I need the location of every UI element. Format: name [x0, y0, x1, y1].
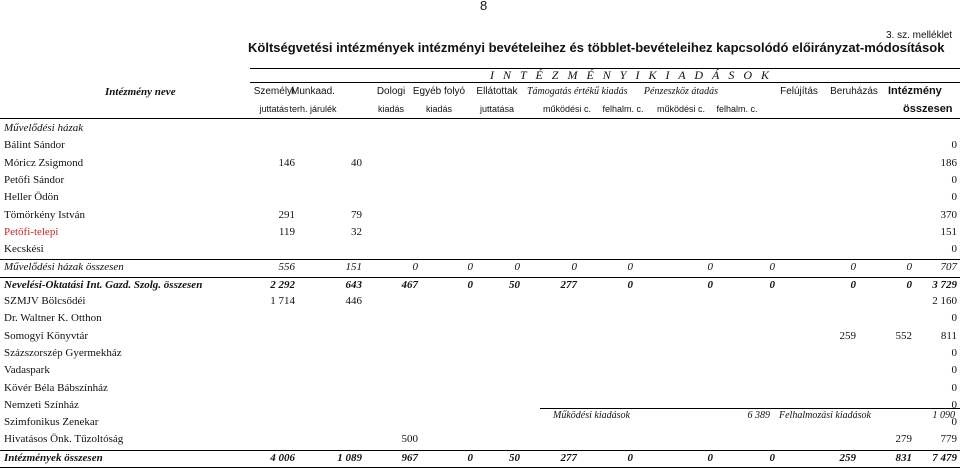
- row-total-cell: 370: [940, 208, 957, 221]
- footer-rule: [540, 408, 960, 409]
- column-header-5: Támogatás értékű kiadás: [527, 86, 628, 97]
- institution-name: Szimfonikus Zenekar: [4, 416, 99, 429]
- value-cell: 277: [560, 451, 577, 464]
- column-subheader-0: juttatás: [259, 104, 289, 114]
- table-row: [0, 363, 960, 380]
- row-total-cell: 0: [951, 243, 957, 256]
- column-header-2: Dologi: [376, 86, 406, 97]
- column-header-1: Munkaad.: [291, 86, 335, 97]
- table-row: [0, 138, 960, 155]
- operating-value: 6 389: [747, 410, 770, 421]
- value-cell: 0: [514, 261, 520, 274]
- table-row: [0, 432, 960, 449]
- row-total-cell: 0: [951, 416, 957, 429]
- institution-name: Vadaspark: [4, 364, 50, 377]
- institution-name: Kövér Béla Bábszínház: [4, 381, 108, 394]
- value-cell: 446: [345, 295, 362, 307]
- institution-name: Százszorszép Gyermekház: [4, 346, 122, 359]
- institution-name: Petőfi-telepi: [4, 225, 59, 238]
- column-header-0: Személyi: [253, 86, 295, 97]
- value-cell: 151: [345, 261, 362, 274]
- column-subheader-3: kiadás: [425, 104, 452, 114]
- row-total-cell: 0: [951, 381, 957, 394]
- value-cell: 291: [278, 208, 295, 221]
- institution-name: Petőfi Sándor: [4, 173, 65, 186]
- value-cell: 50: [509, 278, 520, 291]
- institution-name: Nevelési-Oktatási Int. Gazd. Szolg. összesen: [4, 278, 203, 291]
- value-cell: 467: [401, 278, 418, 291]
- institution-name: Nemzeti Színház: [4, 398, 79, 411]
- row-total-cell: 0: [951, 173, 957, 186]
- row-total-cell: 186: [940, 156, 957, 169]
- value-cell: 4 006: [270, 451, 295, 464]
- value-cell: 119: [278, 225, 295, 238]
- page-title: Költségvetési intézmények intézményi bevételeihez és többlet-bevételeihez kapcsolódó előirányzat-módosítások: [248, 40, 945, 55]
- value-cell: 0: [707, 261, 713, 274]
- value-cell: 0: [627, 451, 633, 464]
- row-total-cell: 2 160: [932, 295, 957, 307]
- row-total-cell: 811: [940, 329, 957, 342]
- row-total-cell: 0: [951, 191, 957, 204]
- institution-name: Heller Ödön: [4, 191, 59, 204]
- value-cell: 1 089: [337, 451, 362, 464]
- value-cell: 259: [839, 451, 856, 464]
- row-total-cell: 0: [951, 139, 957, 152]
- value-cell: 643: [345, 278, 362, 291]
- value-cell: 831: [895, 451, 912, 464]
- value-cell: 259: [839, 329, 856, 342]
- value-cell: 556: [278, 261, 295, 274]
- row-total-cell: 0: [951, 364, 957, 377]
- column-subheader-5: működési c.: [542, 104, 592, 114]
- value-cell: 0: [627, 261, 633, 274]
- value-cell: 279: [895, 433, 912, 446]
- row-total-cell: 779: [940, 433, 957, 446]
- table-row: [0, 294, 960, 311]
- table-row: [0, 346, 960, 363]
- row-total-cell: 707: [940, 261, 957, 274]
- value-cell: 0: [769, 278, 775, 291]
- column-subheader-4: juttatása: [479, 104, 515, 114]
- table-row: [0, 190, 960, 207]
- capital-value: 1 090: [932, 410, 955, 421]
- page-number: 8: [480, 0, 488, 13]
- institution-name-header: Intézmény neve: [105, 86, 176, 98]
- column-subheader-7: működési c.: [656, 104, 706, 114]
- institution-name: Művelődési házak: [4, 122, 84, 134]
- column-header-7: Pénzeszköz átadás: [643, 86, 719, 97]
- value-cell: 552: [895, 329, 912, 342]
- value-cell: 0: [906, 261, 912, 274]
- value-cell: 146: [278, 156, 295, 169]
- value-cell: 50: [509, 451, 520, 464]
- value-cell: 79: [351, 208, 362, 221]
- capital-label: Felhalmozási kiadások: [779, 410, 871, 421]
- institution-name: Kecskési: [4, 243, 44, 256]
- value-cell: 0: [850, 261, 856, 274]
- institution-total-header-line2: összesen: [903, 103, 953, 115]
- value-cell: 967: [401, 451, 418, 464]
- value-cell: 0: [627, 278, 633, 291]
- table-row: [0, 156, 960, 173]
- value-cell: 2 292: [270, 278, 295, 291]
- header-group-rule: [250, 82, 960, 83]
- row-total-cell: 0: [951, 346, 957, 359]
- row-total-cell: 0: [951, 398, 957, 411]
- institution-name: Intézmények összesen: [4, 451, 103, 464]
- table-row: [0, 381, 960, 398]
- table-row: [0, 173, 960, 190]
- institution-total-header: Intézmény: [888, 85, 942, 97]
- value-cell: 0: [467, 451, 473, 464]
- column-header-9: Felújítás: [780, 86, 818, 97]
- value-cell: 0: [906, 278, 912, 291]
- value-cell: 32: [351, 225, 362, 238]
- annex-label: 3. sz. melléklet: [886, 30, 953, 41]
- row-total-cell: 0: [951, 312, 957, 325]
- column-header-3: Egyéb folyó: [412, 86, 466, 97]
- column-subheader-2: kiadás: [377, 104, 404, 114]
- table-row: [0, 225, 960, 242]
- table-row: [0, 450, 960, 467]
- column-subheader-8: felhalm. c.: [716, 104, 758, 114]
- institution-name: Tömörkény István: [4, 208, 85, 221]
- value-cell: 0: [850, 278, 856, 291]
- institution-name: Bálint Sándor: [4, 139, 65, 152]
- table-row: [0, 311, 960, 328]
- institution-name: Dr. Waltner K. Otthon: [4, 312, 102, 325]
- institution-name: SZMJV Bölcsődéi: [4, 295, 86, 307]
- table-row: [0, 242, 960, 259]
- table-row: [0, 121, 960, 138]
- value-cell: 0: [467, 278, 473, 291]
- operating-label: Működési kiadások: [553, 410, 630, 421]
- value-cell: 0: [707, 451, 713, 464]
- institution-name: Somogyi Könyvtár: [4, 329, 89, 342]
- value-cell: 0: [707, 278, 713, 291]
- table-row: [0, 329, 960, 346]
- column-header-4: Ellátottak: [476, 86, 518, 97]
- row-total-cell: 3 729: [932, 278, 957, 291]
- value-cell: 277: [560, 278, 577, 291]
- institution-name: Móricz Zsigmond: [4, 156, 84, 169]
- column-header-10: Beruházás: [830, 86, 878, 97]
- value-cell: 0: [467, 261, 473, 274]
- table-row: [0, 277, 960, 294]
- institution-name: Művelődési házak összesen: [4, 261, 124, 274]
- value-cell: 0: [571, 261, 577, 274]
- value-cell: 500: [401, 433, 418, 446]
- expenditure-group-label: I N T É Z M É N Y I K I A D Á S O K: [490, 68, 773, 82]
- header-bottom-rule: [0, 118, 960, 119]
- table-row: [0, 259, 960, 276]
- column-subheader-6: felhalm. c.: [602, 104, 644, 114]
- value-cell: 1 714: [270, 295, 295, 307]
- value-cell: 0: [412, 261, 418, 274]
- column-subheader-1: terh. járulék: [289, 104, 337, 114]
- row-total-cell: 7 479: [932, 451, 957, 464]
- value-cell: 0: [769, 261, 775, 274]
- institution-name: Hivatásos Önk. Tűzoltóság: [4, 433, 124, 446]
- value-cell: 40: [351, 156, 362, 169]
- value-cell: 0: [769, 451, 775, 464]
- row-total-cell: 151: [940, 225, 957, 238]
- table-row: [0, 208, 960, 225]
